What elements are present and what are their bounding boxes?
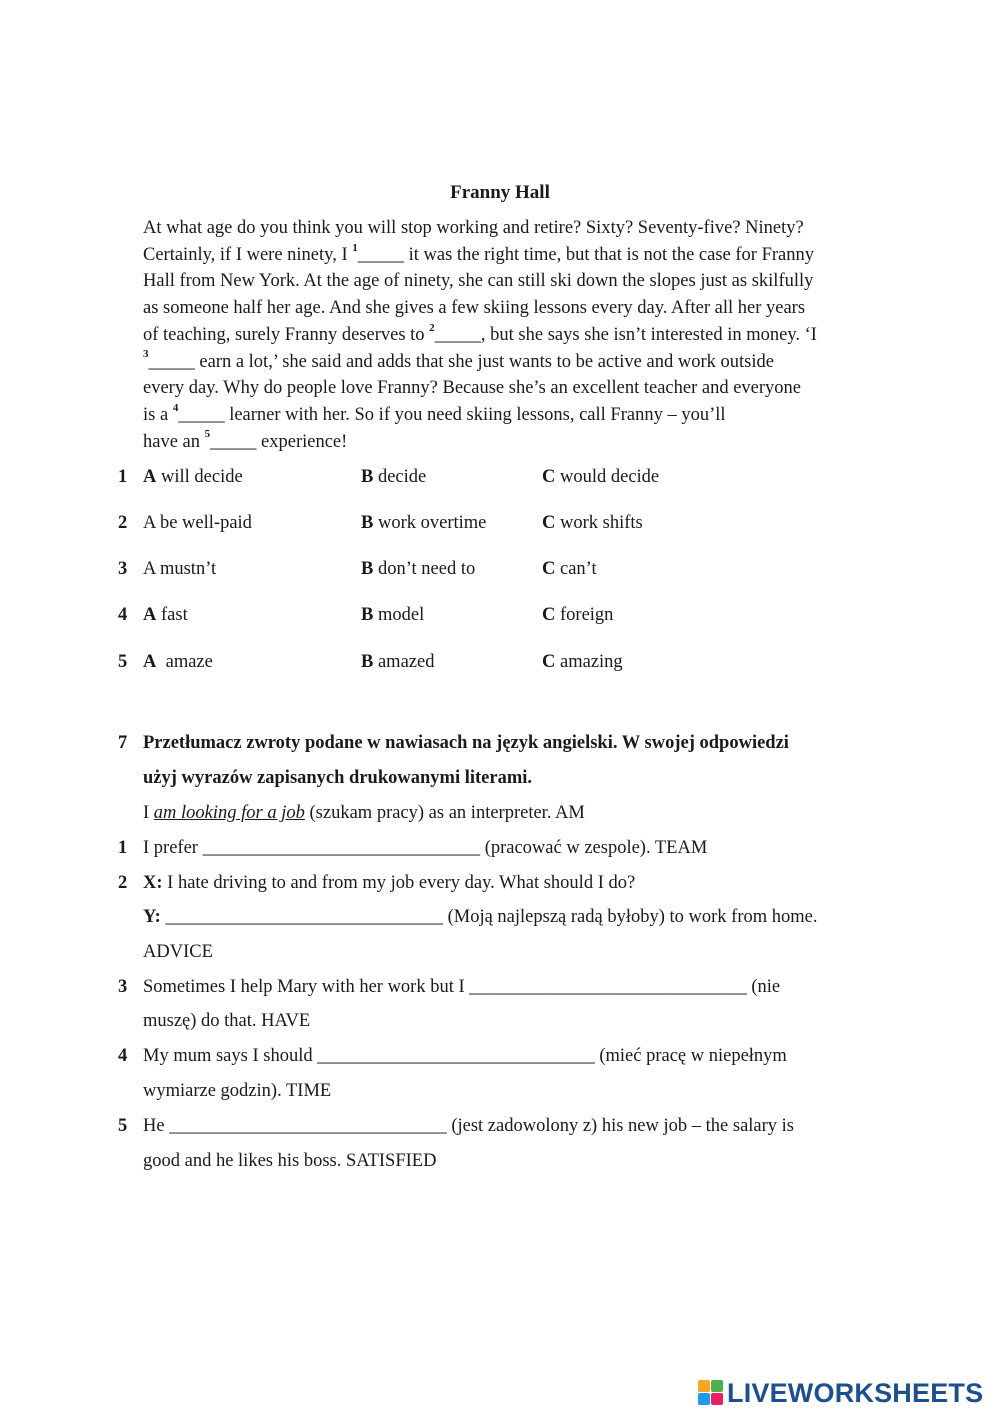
example-answer: am looking for a job <box>153 803 305 823</box>
item-number: 2 <box>118 873 128 893</box>
example-sentence: I am looking for a job (szukam pracy) as an interpreter. AM <box>143 803 585 823</box>
item-number: 5 <box>118 1116 128 1136</box>
passage-line: At what age do you think you will stop working and retire? Sixty? Seventy-five? Ninety? <box>143 218 804 238</box>
passage-line: Hall from New York. At the age of ninety, she can still ski down the slopes just as skilfully <box>143 271 814 292</box>
question-number: 3 <box>118 559 128 579</box>
translation-item: ADVICE <box>143 942 213 962</box>
translation-item: wymiarze godzin). TIME <box>143 1081 332 1101</box>
translation-item[interactable]: Y: ______________________________ (Moją najlepszą radą byłoby) to work from home. <box>143 907 818 927</box>
question-row-2 <box>0 510 1000 536</box>
passage-line: of teaching, surely Franny deserves to $^2$_____, but she says she isn’t interested in money. ‘I <box>143 321 817 345</box>
section-number: 7 <box>118 733 128 753</box>
option-b[interactable]: B amazed <box>361 652 435 672</box>
translation-item[interactable]: My mum says I should ______________________________ (mieć pracę w niepełnym <box>143 1046 787 1066</box>
question-row-1 <box>0 464 1000 490</box>
passage-line: every day. Why do people love Franny? Because she’s an excellent teacher and everyone <box>143 378 802 399</box>
logo-text: LIVEWORKSHEETS <box>727 1377 984 1408</box>
option-a[interactable]: A fast <box>143 605 188 625</box>
reading-passage <box>143 215 888 455</box>
option-b[interactable]: B don’t need to <box>361 559 476 579</box>
question-number: 4 <box>118 605 128 625</box>
option-c[interactable]: C amazing <box>542 652 623 672</box>
section-instruction: Przetłumacz zwroty podane w nawiasach na język angielski. W swojej odpowiedzi <box>143 733 789 753</box>
translation-item[interactable]: I prefer ______________________________ (pracować w zespole). TEAM <box>143 838 708 858</box>
question-number: 5 <box>118 652 128 672</box>
liveworksheets-logo[interactable] <box>698 1378 983 1408</box>
logo-mark-icon <box>698 1380 724 1406</box>
passage-line: $^3$_____ earn a lot,’ she said and adds that she just wants to be active and work outside <box>143 348 774 372</box>
passage-line: Certainly, if I were ninety, I $^1$_____ it was the right time, but that is not the case for Franny <box>143 241 814 265</box>
option-b[interactable]: B decide <box>361 467 427 487</box>
translation-item[interactable]: He ______________________________ (jest zadowolony z) his new job – the salary is <box>143 1116 795 1136</box>
option-a[interactable]: A be well-paid <box>143 513 252 533</box>
item-number: 3 <box>118 977 128 997</box>
question-row-4 <box>0 602 1000 628</box>
section-instruction: użyj wyrazów zapisanych drukowanymi literami. <box>143 768 532 788</box>
option-b[interactable]: B work overtime <box>361 513 487 533</box>
item-number: 1 <box>118 838 128 858</box>
option-b[interactable]: B model <box>361 605 425 625</box>
option-a[interactable]: A amaze <box>143 652 213 672</box>
passage-line: have an $^5$_____ experience! <box>143 428 348 452</box>
translation-item: good and he likes his boss. SATISFIED <box>143 1151 437 1171</box>
translation-item[interactable]: Sometimes I help Mary with her work but I ______________________________ (nie <box>143 977 781 997</box>
option-a[interactable]: A will decide <box>143 467 243 487</box>
worksheet-title: Franny Hall <box>450 182 550 203</box>
option-c[interactable]: C foreign <box>542 605 614 625</box>
translation-item: muszę) do that. HAVE <box>143 1011 311 1031</box>
question-row-3 <box>0 556 1000 582</box>
question-number: 2 <box>118 513 128 533</box>
option-c[interactable]: C would decide <box>542 467 660 487</box>
passage-line: is a $^4$_____ learner with her. So if you need skiing lessons, call Franny – you’ll <box>143 401 726 425</box>
question-number: 1 <box>118 467 128 487</box>
passage-line: as someone half her age. And she gives a few skiing lessons every day. After all her years <box>143 298 806 319</box>
option-c[interactable]: C work shifts <box>542 513 643 533</box>
option-a[interactable]: A mustn’t <box>143 559 217 579</box>
question-row-5 <box>0 649 1000 675</box>
item-number: 4 <box>118 1046 128 1066</box>
translation-item: X: I hate driving to and from my job every day. What should I do? <box>143 873 636 893</box>
option-c[interactable]: C can’t <box>542 559 597 579</box>
